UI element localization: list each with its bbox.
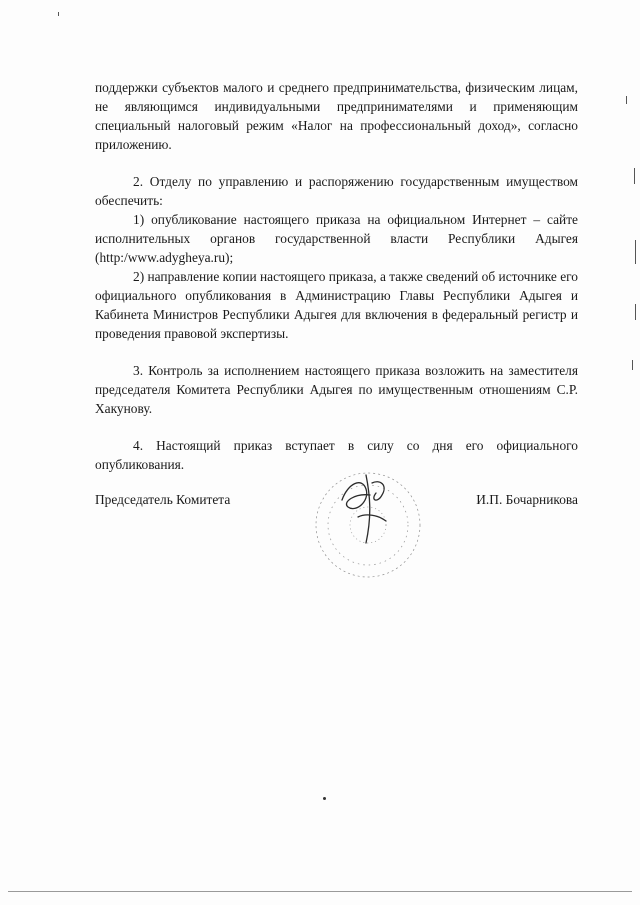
text-line: (http:/www.adygheya.ru); — [95, 250, 234, 265]
scan-speck — [323, 797, 326, 800]
text-line: 1) опубликование настоящего приказа на официальном Интернет – — [133, 212, 547, 227]
scan-edge-mark — [58, 12, 59, 16]
paragraph-item-2-2 — [95, 267, 578, 343]
text-line: 4. Настоящий приказ вступает в силу со дня его официального — [133, 438, 578, 453]
scan-bottom-edge — [8, 891, 632, 892]
text-line: включения в федеральный регистр и проведения правовой экспертизы. — [95, 307, 579, 341]
document-body — [95, 78, 578, 474]
scan-edge-mark — [632, 360, 633, 370]
scan-edge-mark — [635, 304, 636, 320]
signatory-position: Председатель Комитета — [95, 492, 231, 507]
text-line: заместителя председателя Комитета Республики Адыгея по имущественным — [95, 363, 578, 397]
text-line: источнике его официального опубликования в Администрацию Главы — [95, 269, 578, 303]
text-line: применяющим специальный налоговый режим «Налог на профессиональный — [95, 99, 578, 133]
text-line: 2. Отделу по управлению и распоряжению государственным — [133, 174, 507, 189]
text-line: имуществом обеспечить: — [95, 174, 578, 208]
text-line: 2) направление копии настоящего приказа, а также сведений об — [133, 269, 499, 284]
text-line: доход», согласно приложению. — [95, 118, 578, 152]
text-line: 3. Контроль за исполнением настоящего приказа возложить на — [133, 363, 509, 378]
text-line: поддержки субъектов малого и среднего предпринимательства, физическим — [95, 80, 540, 95]
text-line: лицам, не являющимся индивидуальными предпринимателями и — [95, 80, 578, 114]
paragraph-item-2-1 — [95, 210, 578, 267]
text-line: отношениям С.Р. Хакунову. — [95, 382, 578, 416]
text-line: Республики Адыгея и Кабинета Министров Республики Адыгея для — [95, 288, 579, 322]
paragraph-item-3 — [95, 361, 578, 418]
text-line: сайте исполнительных органов государственной власти Республики Адыгея — [95, 212, 578, 246]
scan-edge-mark — [626, 96, 627, 104]
official-stamp-signature — [300, 455, 440, 590]
paragraph-item-2 — [95, 172, 578, 210]
paragraph-support-subjects — [95, 78, 578, 154]
signatory-name: И.П. Бочарникова — [476, 492, 578, 507]
scan-edge-mark — [635, 240, 636, 264]
text-line: опубликования. — [95, 457, 185, 472]
scan-edge-mark — [634, 168, 635, 184]
